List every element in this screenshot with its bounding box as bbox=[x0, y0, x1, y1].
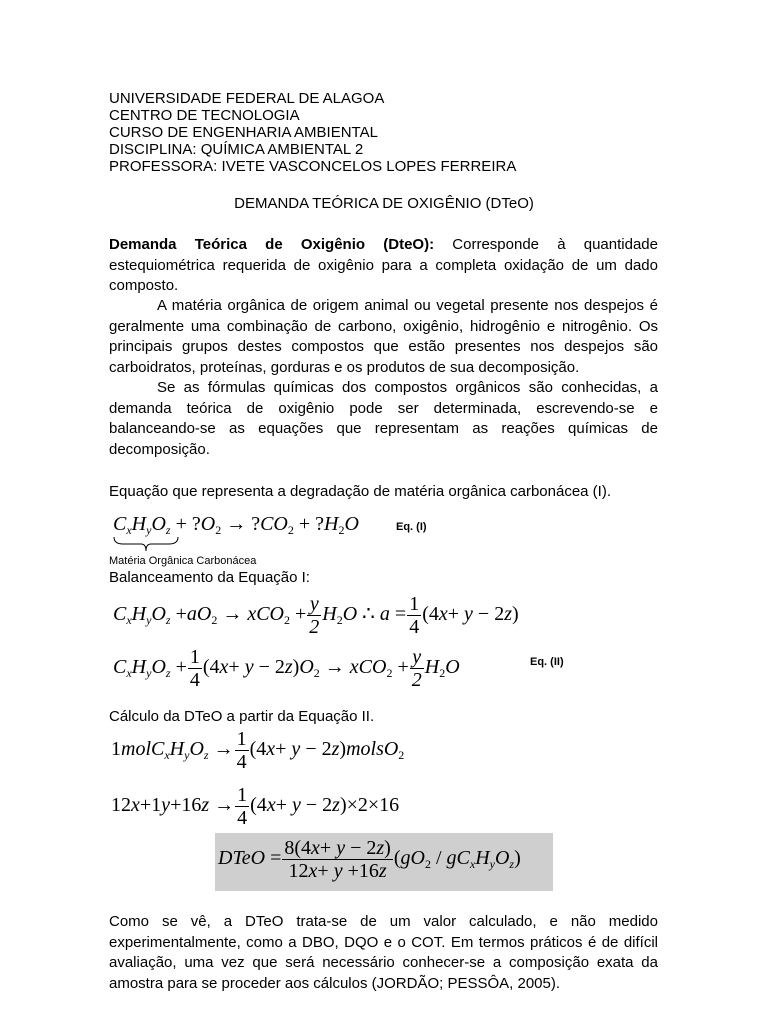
document-title: DEMANDA TEÓRICA DE OXIGÊNIO (DTeO) bbox=[234, 195, 534, 212]
equation-1-tag: Eq. (I) bbox=[396, 521, 427, 533]
organic-matter-paragraph: A matéria orgânica de origem animal ou vegetal presente nos despejos é geralmente uma combinação de carbono, oxigênio, hidrogênio e nitrogênio. Os principais grupos destes compostos que estão presentes nos despejos são carboidratos, proteínas, gorduras e os produtos de sua decomposição. bbox=[109, 297, 658, 376]
underbrace-icon bbox=[113, 536, 179, 552]
header-course: CURSO DE ENGENHARIA AMBIENTAL bbox=[109, 124, 378, 141]
definition-term: Demanda Teórica de Oxigênio (DteO): bbox=[109, 236, 435, 253]
header-university: UNIVERSIDADE FEDERAL DE ALAGOA bbox=[109, 90, 385, 107]
mole-relation: $1molC_xH_yO_z$ → $\frac{1}{4}$ (4x+ y − 2z)molsO$_2$ bbox=[111, 728, 405, 773]
closing-paragraph: Como se vê, a DTeO trata-se de um valor calculado, e não medido experimentalmente, como a DBO, DQO e o COT. Em termos práticos é de difícil avaliação, uma vez que será necessário conhecer-se a composição exata da amostra para se proceder aos cálculos (JORDÃO; PESSÔA, 2005). bbox=[109, 913, 658, 992]
definition-text: Corresponde à quantidade estequiométrica requerida de oxigênio para a completa oxidação de um dado composto. bbox=[109, 236, 658, 294]
document-header bbox=[109, 90, 516, 175]
balanced-equation: $C_xH_yO_z +aO_2 \to xCO_2$ + $\frac{y}{2}$ $H_2O$ ∴ a = $\frac{1}{4}$ (4x+ y − 2z) bbox=[113, 593, 519, 638]
equation-2: $C_xH_yO_z$ + $\frac{1}{4}$ $(4x+ y - 2z)O_2 \to xCO_2$ + $\frac{y}{2}$ $H_2O$ bbox=[113, 646, 460, 691]
header-professor: PROFESSORA: IVETE VASCONCELOS LOPES FERREIRA bbox=[109, 158, 517, 175]
dteo-formula: DTeO = $\frac{8(4x+ y - 2z)}{12x+ y +16z}$ $(gO_2 / gC_xH_yO_z)$ bbox=[218, 837, 521, 882]
definition-paragraph bbox=[109, 235, 658, 297]
formula-known-paragraph: Se as fórmulas químicas dos compostos orgânicos são conhecidas, a demanda teórica de oxigênio pode ser determinada, escrevendo-se e balanceando-se as equações que representam as reações químicas de decomposição. bbox=[109, 379, 658, 458]
brace-label: Matéria Orgânica Carbonácea bbox=[109, 555, 257, 567]
equation-1: $C_xH_yO_z$ + $?O_2$ → $?CO_2$ + $?H_2O$ bbox=[113, 513, 359, 537]
equation-2-tag: Eq. (II) bbox=[530, 656, 564, 668]
equation-intro: Equação que representa a degradação de matéria orgânica carbonácea (I). bbox=[109, 483, 611, 500]
header-discipline: DISCIPLINA: QUÍMICA AMBIENTAL 2 bbox=[109, 141, 364, 158]
calc-heading: Cálculo da DTeO a partir da Equação II. bbox=[109, 708, 375, 725]
mass-relation: 12x+1y+16z → $\frac{1}{4}$ (4x+ y − 2z)×2×16 bbox=[111, 784, 400, 829]
header-center: CENTRO DE TECNOLOGIA bbox=[109, 107, 300, 124]
balance-heading: Balanceamento da Equação I: bbox=[109, 569, 310, 586]
